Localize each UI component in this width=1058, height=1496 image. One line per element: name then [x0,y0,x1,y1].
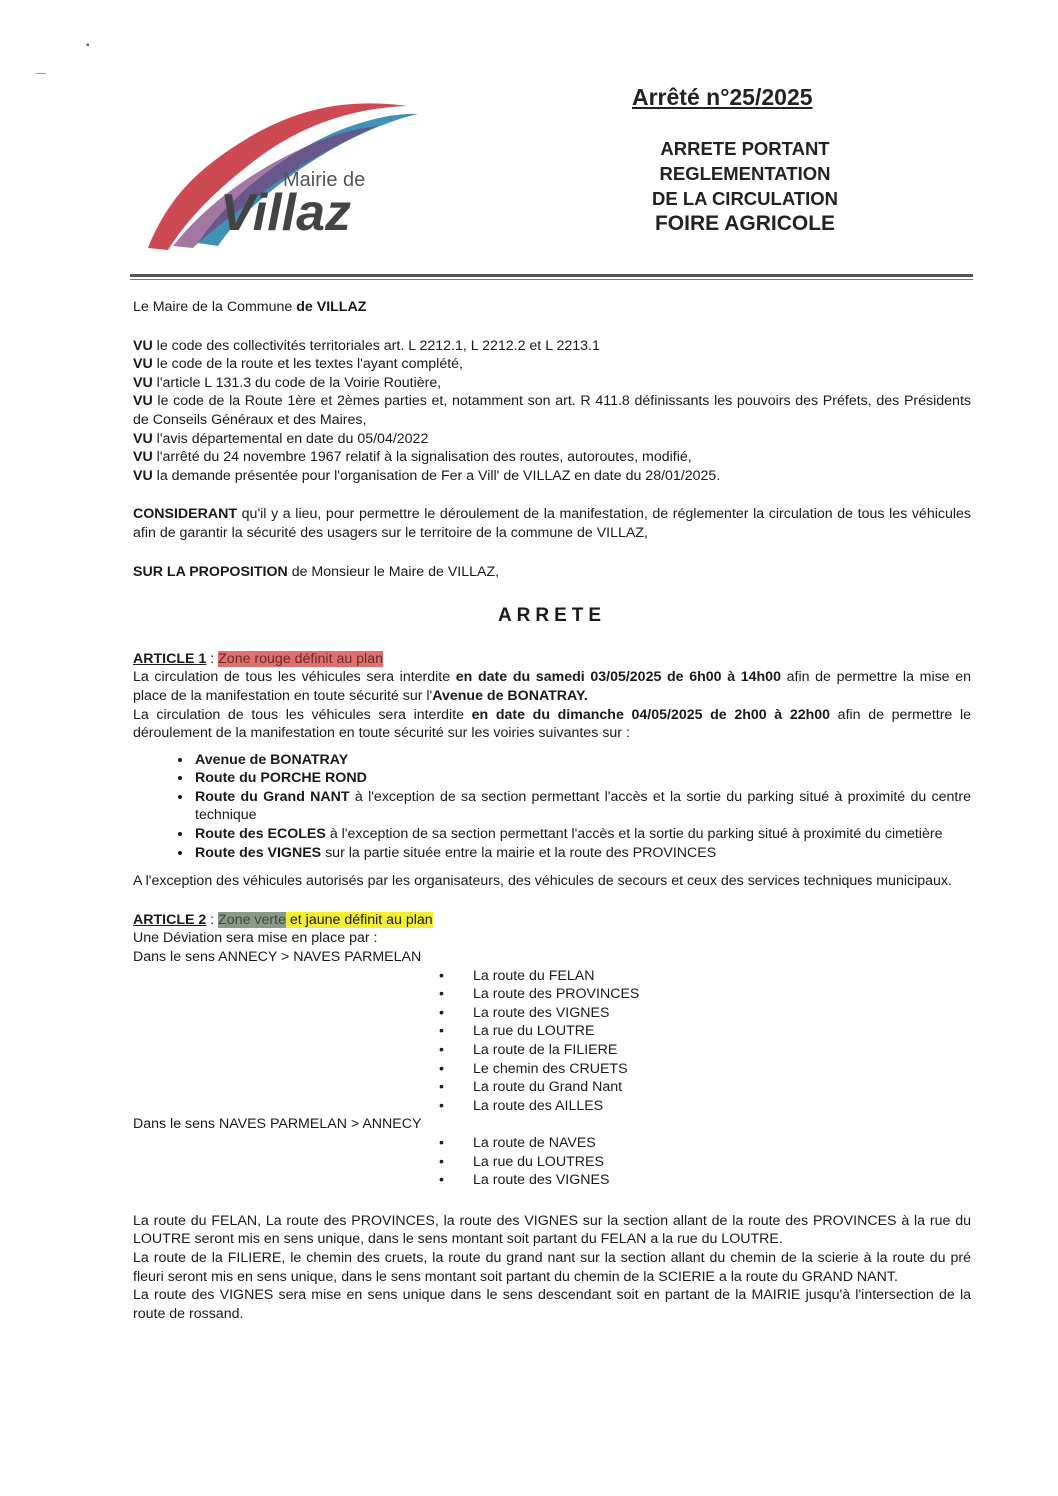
header-divider [130,274,973,277]
zone-yellow-label: et jaune définit au plan [285,911,433,928]
maire-prefix: Le Maire de la Commune [133,299,297,315]
vu-item: VU l'article L 131.3 du code de la Voirie Routière, [133,374,442,391]
list-item: • Route du PORCHE ROND [193,769,971,788]
vu-item: VU l'avis départemental en date du 05/04/2022 [133,430,429,447]
article2-paragraph: La route du FELAN, La route des PROVINCES, la route des VIGNES sur la section allant de la route des PROVINCES à la rue du LOUTRE seront mis en sens unique, dans le sens montant soit partant du FELAN a la rue du LOUTRE. [133,1212,971,1248]
header-divider-thin [130,279,973,280]
vu-item: VU le code de la route et les textes l'ayant complété, [133,356,464,373]
deviation-list-1 [133,967,971,1116]
list-item: • Avenue de BONATRAY [193,751,971,770]
list-item: • La route du Grand Nant [473,1078,971,1097]
list-item: • La route des VIGNES [473,1171,971,1190]
arrete-number: Arrêté n°25/2025 [632,84,813,110]
title-line: ARRETE PORTANT [660,138,830,159]
maire-commune: de VILLAZ [296,299,367,315]
proposition-paragraph: SUR LA PROPOSITION de Monsieur le Maire de VILLAZ, [133,563,500,580]
direction-heading: Dans le sens ANNECY > NAVES PARMELAN [133,949,422,966]
list-item: • Le chemin des CRUETS [473,1060,971,1079]
document-title [600,136,890,236]
deviation-intro: Une Déviation sera mise en place par : [133,930,378,947]
logo-main-text: Villaz [220,184,352,242]
list-item: • La route des VIGNES [473,1004,971,1023]
deviation-list-2 [133,1134,971,1190]
mairie-villaz-logo [128,78,428,258]
scan-speck: ▪ [86,40,90,51]
article1-paragraph: La circulation de tous les véhicules sera interdite en date du dimanche 04/05/2025 de 2h00 à 22h00 afin de permettre le déroulement de la manifestation en toute sécurité sur les voiries suivantes sur : [133,706,971,742]
article1-paragraph: La circulation de tous les véhicules sera interdite en date du samedi 03/05/2025 de 6h00 à 14h00 afin de permettre la mise en place de la manifestation en toute sécurité sur l'Avenue de BONATRAY. [133,669,972,704]
vu-item: VU le code des collectivités territoriales art. L 2212.1, L 2212.2 et L 2213.1 [133,337,600,354]
logo-top-text: Mairie de [283,169,366,191]
document-body [133,298,971,1323]
zone-red-label: Zone rouge définit au plan [218,650,383,667]
article2-paragraph: La route de la FILIERE, le chemin des cruets, la route du grand nant sur la section allant du chemin de la scierie à la route du pré fleuri seront mis en sens unique, dans le sens montant soit partant du chemin de la SCIERIE a la route du GRAND NANT. [133,1249,971,1285]
vu-item: VU le code de la Route 1ère et 2èmes parties et, notamment son art. R 411.8 définissants les pouvoirs des Préfets, des Présidents de Conseils Généraux et des Maires, [133,393,971,428]
vu-item: VU la demande présentée pour l'organisation de Fer a Vill' de VILLAZ en date du 28/01/2025. [133,467,721,484]
list-item: • La route de la FILIERE [473,1041,971,1060]
list-item: • La route du FELAN [473,967,971,986]
zone-green-label: Zone verte [218,911,286,928]
list-item: • La route des PROVINCES [473,985,971,1004]
closed-roads-list [133,751,971,863]
title-line: DE LA CIRCULATION [651,188,838,209]
article2-paragraph: La route des VIGNES sera mise en sens unique dans le sens descendant soit en partant de la MAIRIE jusqu'à l'intersection de la route de rossand. [133,1287,971,1322]
list-item: • Route des VIGNES sur la partie située entre la mairie et la route des PROVINCES [193,844,971,863]
vu-item: VU l'arrêté du 24 novembre 1967 relatif à la signalisation des routes, autoroutes, modifié, [133,449,692,466]
list-item: • Route du Grand NANT à l'exception de sa section permettant l'accès et la sortie du parking situé à proximité du centre technique [193,788,971,825]
direction-heading: Dans le sens NAVES PARMELAN > ANNECY [133,1116,422,1133]
list-item: • La rue du LOUTRES [473,1153,971,1172]
list-item: • La rue du LOUTRE [473,1022,971,1041]
article1-exception: A l'exception des véhicules autorisés par les organisateurs, des véhicules de secours et ceux des services techniques municipaux. [133,873,952,890]
article2-heading: ARTICLE 2 : Zone verte et jaune définit au plan [133,911,433,928]
list-item: • Route des ECOLES à l'exception de sa section permettant l'accès et la sortie du parking situé à proximité du cimetière [193,825,971,844]
arrete-heading: ARRETE [497,605,607,627]
article1-heading: ARTICLE 1 : Zone rouge définit au plan [133,650,383,667]
maire-line [133,298,971,317]
scan-speck: — [36,68,46,79]
considerant-paragraph: CONSIDERANT qu'il y a lieu, pour permettre le déroulement de la manifestation, de réglementer la circulation de tous les véhicules afin de garantir la sécurité des usagers sur le territoire de la commune de VILLAZ, [133,506,971,541]
list-item: • La route des AILLES [473,1097,971,1116]
list-item: • La route de NAVES [473,1134,971,1153]
vu-list [133,337,971,486]
title-line-main: FOIRE AGRICOLE [654,212,836,235]
title-line: REGLEMENTATION [659,163,831,184]
